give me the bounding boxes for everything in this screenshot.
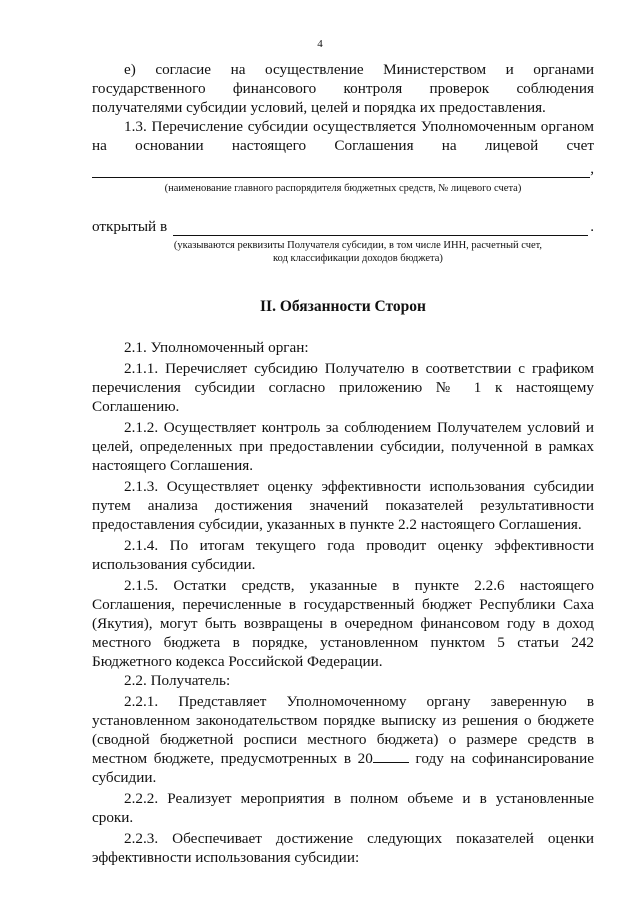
opened-in-period: . — [590, 218, 594, 235]
section-title: II. Обязанности Сторон — [260, 298, 426, 315]
paragraph-2-2-1-start: 2.2.1. Представляет Уполномоченному органу заверенную в установленном законодательством порядке выписку из решения о бюджете (сводной бюджетной росписи местного бюджета) о размере средств в местном бюджете, предусмотренных в 20 — [92, 693, 594, 767]
document-body — [92, 60, 594, 867]
paragraph-2-2-1 — [92, 692, 594, 787]
paragraph-2-2: 2.2. Получатель: — [124, 672, 231, 689]
paragraph-2-2-1-end: году на софинансирование субсидии. — [92, 750, 594, 786]
paragraph-consent: е) согласие на осуществление Министерством и органами государственного финансового контроля проверок соблюдения получателями субсидии условий, целей и порядка их предоставления. — [92, 61, 594, 116]
caption-requisites-line-2: код классификации доходов бюджета) — [273, 253, 443, 264]
paragraph-2-1-1: 2.1.1. Перечисляет субсидию Получателю в соответствии с графиком перечисления субсидии согласно приложению № 1 к настоящему Соглашению. — [92, 360, 594, 415]
paragraph-2-1: 2.1. Уполномоченный орган: — [124, 339, 309, 356]
paragraph-1-3: 1.3. Перечисление субсидии осуществляется Уполномоченным органом на основании настоящего Соглашения на лицевой счет — [92, 118, 594, 154]
caption-account: (наименование главного распорядителя бюджетных средств, № лицевого счета) — [164, 183, 522, 194]
paragraph-2-2-2: 2.2.2. Реализует мероприятия в полном объеме и в установленные сроки. — [92, 790, 594, 826]
paragraph-2-2-3: 2.2.3. Обеспечивает достижение следующих показателей оценки эффективности использования субсидии: — [92, 830, 594, 866]
opened-in-fill-line — [173, 221, 588, 236]
year-blank — [373, 750, 409, 763]
paragraph-2-1-2: 2.1.2. Осуществляет контроль за соблюдением Получателем условий и целей, определенных при предоставлении субсидии, полученной в рамках настоящего Соглашения. — [92, 419, 594, 474]
account-line — [92, 159, 594, 178]
caption-requisites-line-1: (указываются реквизиты Получателя субсидии, в том числе ИНН, расчетный счет, — [173, 240, 543, 251]
opened-in-line — [92, 217, 594, 236]
opened-in-label: открытый в — [92, 218, 168, 235]
account-fill-line — [92, 165, 590, 178]
caption-requisites — [92, 239, 594, 265]
paragraph-2-1-5: 2.1.5. Остатки средств, указанные в пункте 2.2.6 настоящего Соглашения, перечисленные в государственный бюджет Республики Саха (Якутия), могут быть возвращены в очередном финансовом году в доход местного бюджета в порядке, установленном пунктом 5 статьи 242 Бюджетного кодекса Российской Федерации. — [92, 577, 594, 670]
account-line-comma: , — [590, 160, 594, 177]
paragraph-2-1-3: 2.1.3. Осуществляет оценку эффективности использования субсидии путем анализа достижения значений показателей результативности предоставления субсидии, указанных в пункте 2.2 настоящего Соглашения. — [92, 478, 594, 533]
page-number: 4 — [317, 38, 323, 50]
paragraph-2-1-4: 2.1.4. По итогам текущего года проводит оценку эффективности использования субсидии. — [92, 537, 594, 573]
